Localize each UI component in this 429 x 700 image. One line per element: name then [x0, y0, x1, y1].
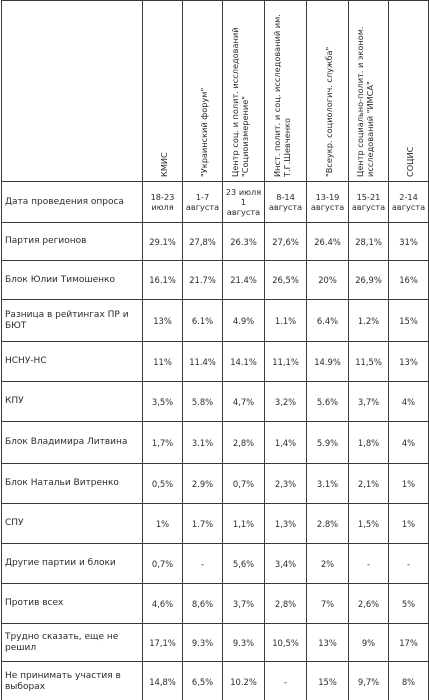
value-cell: 0,5%	[143, 464, 183, 504]
value-cell: 4.9%	[223, 300, 265, 342]
value-cell: 11,1%	[265, 342, 307, 382]
column-header	[143, 1, 183, 182]
value-cell: 9.3%	[183, 624, 223, 662]
value-cell: 13-19 августа	[307, 182, 349, 223]
column-header-label: "Всеукр. социологич. служба"	[323, 46, 334, 177]
value-cell: 8-14 августа	[265, 182, 307, 223]
value-cell: 13%	[143, 300, 183, 342]
value-cell: 18-23 июля	[143, 182, 183, 223]
table-row	[2, 261, 429, 300]
value-cell: 21.7%	[183, 261, 223, 300]
row-label: Другие партии и блоки	[2, 544, 143, 584]
column-header-label: СОЦИС	[404, 146, 415, 177]
value-cell: 2,1%	[349, 464, 389, 504]
value-cell: 4%	[389, 382, 429, 422]
value-cell: -	[265, 662, 307, 700]
value-cell: 1.2%	[349, 300, 389, 342]
column-header-label: Центр социально-полит. и эконом. исследований "ИМСА"	[354, 26, 375, 177]
table-row	[2, 223, 429, 261]
header-row	[2, 1, 429, 182]
value-cell: -	[349, 544, 389, 584]
value-cell: 9%	[349, 624, 389, 662]
value-cell: 15%	[307, 662, 349, 700]
value-cell: 10,5%	[265, 624, 307, 662]
value-cell: 4,6%	[143, 584, 183, 624]
column-header	[349, 1, 389, 182]
value-cell: 2,8%	[223, 422, 265, 464]
value-cell: 2.8%	[307, 504, 349, 544]
value-cell: 20%	[307, 261, 349, 300]
value-cell: 4%	[389, 422, 429, 464]
value-cell: 2-14 августа	[389, 182, 429, 223]
value-cell: 0,7%	[223, 464, 265, 504]
value-cell: 14.9%	[307, 342, 349, 382]
value-cell: 6.4%	[307, 300, 349, 342]
row-label: Дата проведения опроса	[2, 182, 143, 223]
row-label: Блок Натальи Витренко	[2, 464, 143, 504]
value-cell: 17%	[389, 624, 429, 662]
value-cell: 2,8%	[265, 584, 307, 624]
value-cell: 11,5%	[349, 342, 389, 382]
value-cell: 13%	[389, 342, 429, 382]
date-row	[2, 182, 429, 223]
value-cell: 3,5%	[143, 382, 183, 422]
row-label: Разница в рейтингах ПР и БЮТ	[2, 300, 143, 342]
row-label: Не принимать участия в выборах	[2, 662, 143, 700]
column-header	[265, 1, 307, 182]
value-cell: 10.2%	[223, 662, 265, 700]
value-cell: 3,7%	[223, 584, 265, 624]
row-label: Блок Владимира Литвина	[2, 422, 143, 464]
value-cell: 23 июля 1 августа	[223, 182, 265, 223]
table-row	[2, 584, 429, 624]
table-row	[2, 662, 429, 700]
value-cell: 5.9%	[307, 422, 349, 464]
value-cell: 5.8%	[183, 382, 223, 422]
value-cell: 1-7 августа	[183, 182, 223, 223]
value-cell: 3.1%	[183, 422, 223, 464]
value-cell: 8%	[389, 662, 429, 700]
value-cell: 5.6%	[307, 382, 349, 422]
table-row	[2, 342, 429, 382]
column-header-label: "Украинский форум"	[198, 87, 209, 177]
column-header-label: КМИС	[158, 152, 169, 177]
value-cell: 6,5%	[183, 662, 223, 700]
value-cell: 2,3%	[265, 464, 307, 504]
value-cell: 31%	[389, 223, 429, 261]
value-cell: 27,8%	[183, 223, 223, 261]
value-cell: -	[183, 544, 223, 584]
value-cell: 3,2%	[265, 382, 307, 422]
column-header	[389, 1, 429, 182]
poll-comparison-table	[1, 0, 429, 700]
value-cell: 1%	[389, 504, 429, 544]
value-cell: 15%	[389, 300, 429, 342]
value-cell: 4,7%	[223, 382, 265, 422]
value-cell: 3,4%	[265, 544, 307, 584]
table-row	[2, 382, 429, 422]
value-cell: 1.1%	[265, 300, 307, 342]
table-row	[2, 624, 429, 662]
value-cell: 26.4%	[307, 223, 349, 261]
value-cell: 21.4%	[223, 261, 265, 300]
table-row	[2, 300, 429, 342]
row-label: Против всех	[2, 584, 143, 624]
value-cell: 3,7%	[349, 382, 389, 422]
value-cell: 14.1%	[223, 342, 265, 382]
value-cell: 2,6%	[349, 584, 389, 624]
table-row	[2, 422, 429, 464]
value-cell: 11%	[143, 342, 183, 382]
value-cell: 26,9%	[349, 261, 389, 300]
value-cell: 7%	[307, 584, 349, 624]
value-cell: 15-21 августа	[349, 182, 389, 223]
row-label: СПУ	[2, 504, 143, 544]
value-cell: 16%	[389, 261, 429, 300]
column-header-label: Центр соц. и полит. исследований "Социоизмерение"	[229, 27, 250, 177]
row-label: Партия регионов	[2, 223, 143, 261]
value-cell: 27,6%	[265, 223, 307, 261]
value-cell: 5%	[389, 584, 429, 624]
value-cell: 1%	[143, 504, 183, 544]
value-cell: 3.1%	[307, 464, 349, 504]
value-cell: -	[389, 544, 429, 584]
table-row	[2, 504, 429, 544]
column-header	[307, 1, 349, 182]
value-cell: 26,5%	[265, 261, 307, 300]
value-cell: 1%	[389, 464, 429, 504]
value-cell: 29.1%	[143, 223, 183, 261]
row-label: Блок Юлии Тимошенко	[2, 261, 143, 300]
value-cell: 8,6%	[183, 584, 223, 624]
value-cell: 9.3%	[223, 624, 265, 662]
corner-cell	[2, 1, 143, 182]
value-cell: 9,7%	[349, 662, 389, 700]
value-cell: 5,6%	[223, 544, 265, 584]
value-cell: 6.1%	[183, 300, 223, 342]
value-cell: 1,4%	[265, 422, 307, 464]
table-body	[2, 182, 429, 700]
value-cell: 0,7%	[143, 544, 183, 584]
value-cell: 26.3%	[223, 223, 265, 261]
value-cell: 2%	[307, 544, 349, 584]
table-row	[2, 544, 429, 584]
value-cell: 1,5%	[349, 504, 389, 544]
value-cell: 1,1%	[223, 504, 265, 544]
column-header	[223, 1, 265, 182]
value-cell: 14,8%	[143, 662, 183, 700]
column-header-label: Инст. полит. и соц. исследований им. Т.Г.Шевченко	[271, 14, 292, 177]
value-cell: 2.9%	[183, 464, 223, 504]
column-header	[183, 1, 223, 182]
value-cell: 16.1%	[143, 261, 183, 300]
value-cell: 13%	[307, 624, 349, 662]
value-cell: 11.4%	[183, 342, 223, 382]
row-label: КПУ	[2, 382, 143, 422]
row-label: НСНУ-НС	[2, 342, 143, 382]
value-cell: 1.7%	[183, 504, 223, 544]
value-cell: 1,8%	[349, 422, 389, 464]
value-cell: 28,1%	[349, 223, 389, 261]
value-cell: 1,7%	[143, 422, 183, 464]
table-row	[2, 464, 429, 504]
value-cell: 1,3%	[265, 504, 307, 544]
value-cell: 17,1%	[143, 624, 183, 662]
row-label: Трудно сказать, еще не решил	[2, 624, 143, 662]
